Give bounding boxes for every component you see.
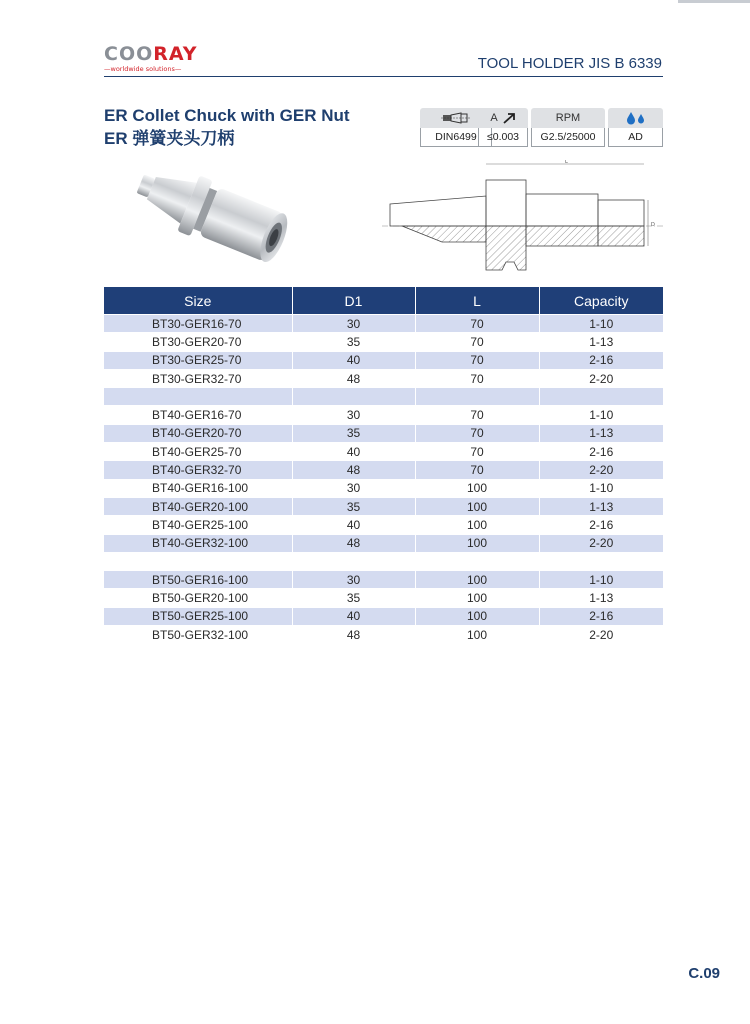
table-row [104,626,663,644]
cell-l: 100 [415,589,539,607]
cell-l: 70 [415,369,539,387]
dim-length-label: L [565,160,568,165]
cell-capacity [539,552,663,570]
table-header-row [104,287,663,315]
cell-size: BT40-GER25-70 [104,443,292,461]
cell-d1: 30 [292,315,415,333]
table-row [104,461,663,479]
cell-l: 100 [415,571,539,589]
product-photo [128,152,293,277]
dim-diameter-label: D [651,222,655,228]
cell-size: BT50-GER25-100 [104,607,292,625]
cell-d1: 48 [292,534,415,552]
spec-value: DIN6499 [420,128,492,147]
cell-d1: 48 [292,626,415,644]
cell-size: BT30-GER16-70 [104,315,292,333]
header-capacity: Capacity [539,287,663,315]
cell-capacity: 2-20 [539,369,663,387]
table-row [104,479,663,497]
cell-capacity: 1-13 [539,424,663,442]
cell-size: BT30-GER25-70 [104,351,292,369]
table-row [104,369,663,387]
cell-size: BT40-GER32-100 [104,534,292,552]
cell-capacity: 2-16 [539,607,663,625]
table-row [104,443,663,461]
cell-size: BT30-GER20-70 [104,333,292,351]
cell-capacity: 1-10 [539,479,663,497]
cell-d1: 40 [292,516,415,534]
cell-l [415,552,539,570]
section-title: TOOL HOLDER JIS B 6339 [477,55,662,72]
product-title-en: ER Collet Chuck with GER Nut [104,106,350,125]
cell-d1: 30 [292,406,415,424]
cell-d1: 35 [292,333,415,351]
cell-capacity: 1-10 [539,315,663,333]
cell-d1: 30 [292,479,415,497]
cell-size: BT50-GER16-100 [104,571,292,589]
page-number: C.09 [688,965,720,982]
table-row [104,406,663,424]
cell-l: 70 [415,424,539,442]
cell-d1: 35 [292,424,415,442]
cell-capacity: 1-13 [539,333,663,351]
header-l: L [415,287,539,315]
cell-d1 [292,552,415,570]
logo-tagline: —worldwide solutions— [104,65,182,73]
table-row [104,315,663,333]
cell-size: BT40-GER20-100 [104,497,292,515]
logo-coo: COO [104,43,154,65]
technical-drawing [382,160,664,278]
cell-size: BT40-GER16-70 [104,406,292,424]
cell-capacity [539,388,663,406]
table-row [104,333,663,351]
brand-logo [104,44,264,74]
table-row-spacer [104,388,663,406]
spec-value: AD [608,128,663,147]
table-row [104,589,663,607]
cell-size: BT40-GER25-100 [104,516,292,534]
header-d1: D1 [292,287,415,315]
header-size: Size [104,287,292,315]
header-divider [104,76,663,77]
cell-size: BT40-GER16-100 [104,479,292,497]
spec-value: G2.5/25000 [531,128,605,147]
spec-label: RPM [531,108,605,128]
cell-l: 100 [415,534,539,552]
cell-capacity: 1-13 [539,497,663,515]
cell-capacity: 1-10 [539,571,663,589]
cell-l [415,388,539,406]
cell-capacity: 2-16 [539,351,663,369]
product-title [104,105,350,151]
spec-value: ≤0.003 [478,128,528,147]
coolant-drops-icon [608,108,663,128]
table-row [104,607,663,625]
cell-size: BT40-GER20-70 [104,424,292,442]
cell-d1 [292,388,415,406]
cell-d1: 35 [292,497,415,515]
cell-l: 70 [415,333,539,351]
cell-capacity: 2-20 [539,626,663,644]
cell-capacity: 2-20 [539,461,663,479]
cell-capacity: 1-13 [539,589,663,607]
cell-size: BT40-GER32-70 [104,461,292,479]
cell-d1: 40 [292,607,415,625]
cell-l: 100 [415,497,539,515]
cell-l: 70 [415,461,539,479]
spec-coolant [608,108,663,147]
cell-size [104,552,292,570]
cell-size: BT50-GER20-100 [104,589,292,607]
runout-arrow-icon [502,112,516,124]
cell-size: BT50-GER32-100 [104,626,292,644]
table-row [104,497,663,515]
spec-rpm [531,108,605,147]
cell-size: BT30-GER32-70 [104,369,292,387]
spec-label: A [490,112,498,124]
spec-runout [478,108,528,147]
cell-d1: 40 [292,351,415,369]
product-title-cn: ER 弹簧夹头刀柄 [104,129,235,148]
cell-l: 100 [415,479,539,497]
cell-capacity: 2-16 [539,443,663,461]
cell-l: 70 [415,351,539,369]
table-row-spacer [104,552,663,570]
cell-l: 100 [415,626,539,644]
cell-l: 100 [415,516,539,534]
cell-l: 100 [415,607,539,625]
product-table [104,287,663,643]
cell-capacity: 2-16 [539,516,663,534]
cell-d1: 35 [292,589,415,607]
table-row [104,351,663,369]
table-row [104,534,663,552]
table-row [104,571,663,589]
cell-size [104,388,292,406]
cell-l: 70 [415,406,539,424]
corner-mark [678,0,750,3]
logo-ray: RAY [153,43,198,65]
table-row [104,424,663,442]
table-row [104,516,663,534]
cell-d1: 48 [292,369,415,387]
cell-d1: 30 [292,571,415,589]
cell-capacity: 2-20 [539,534,663,552]
cell-l: 70 [415,315,539,333]
cell-d1: 48 [292,461,415,479]
cell-d1: 40 [292,443,415,461]
cell-l: 70 [415,443,539,461]
cell-capacity: 1-10 [539,406,663,424]
